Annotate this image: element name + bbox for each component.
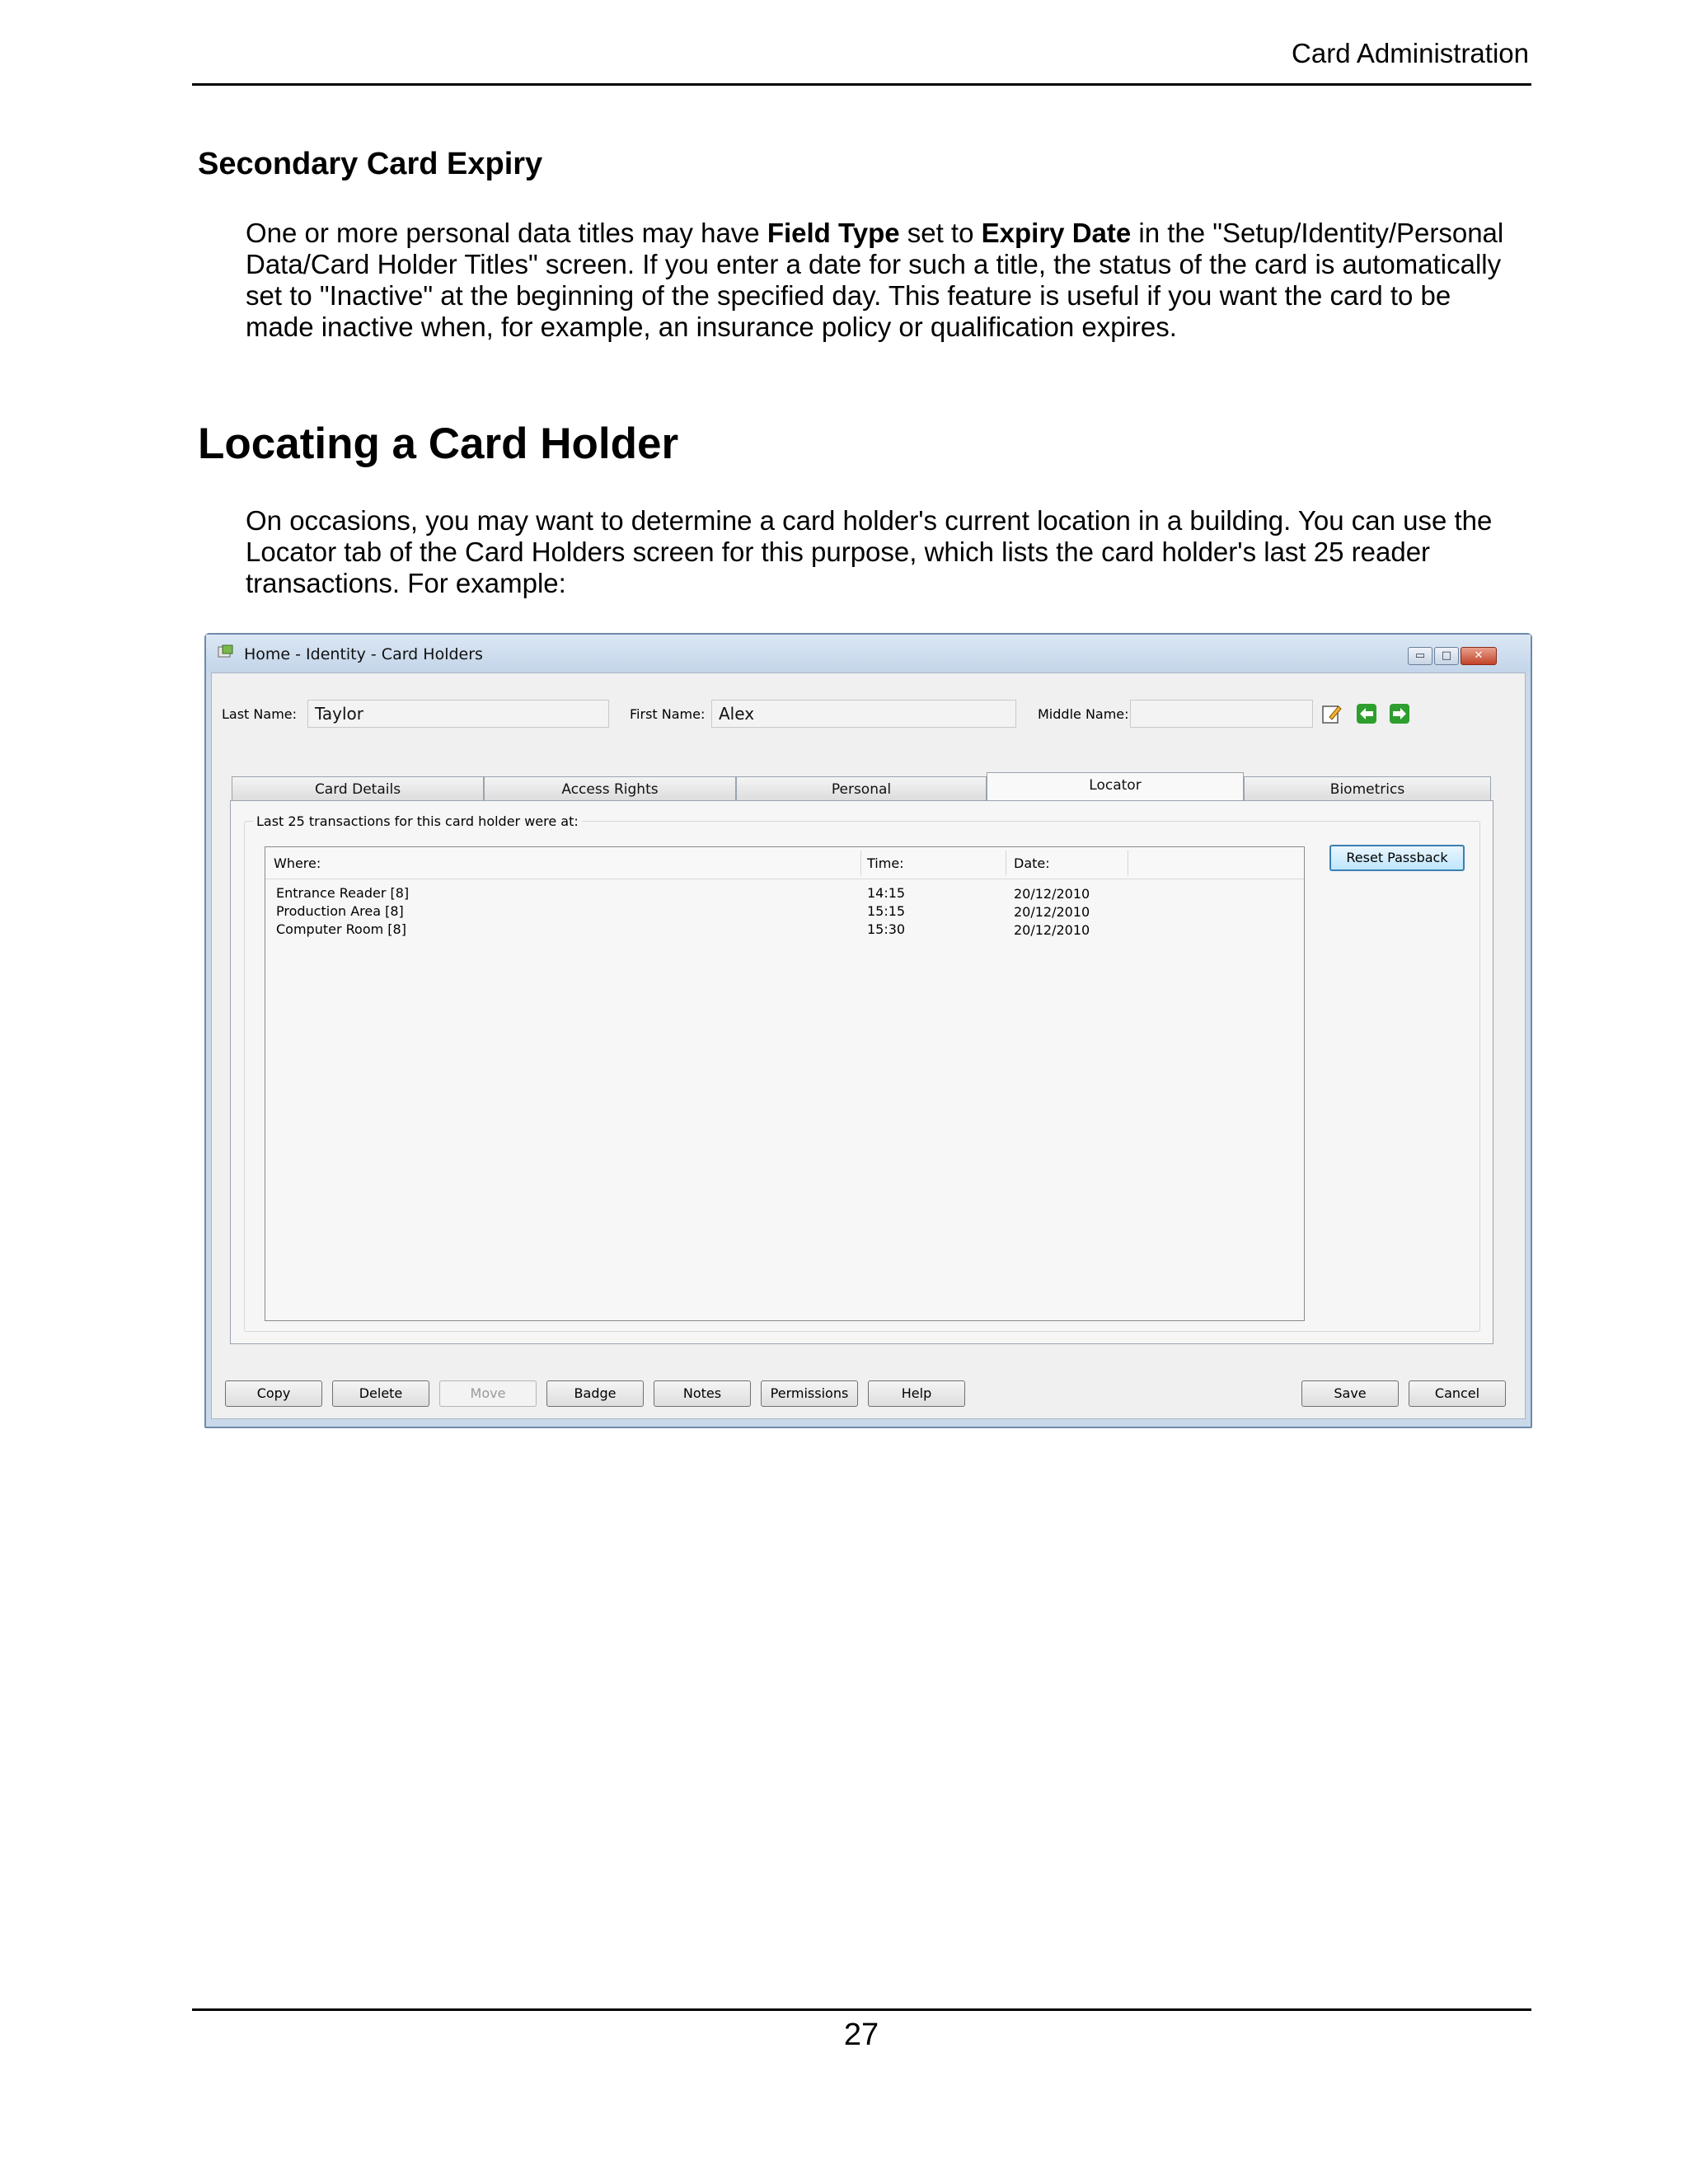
paragraph-line: made inactive when, for example, an insurance policy or qualification expires.	[246, 312, 1177, 342]
close-button[interactable]: ✕	[1461, 647, 1497, 665]
locator-tab-panel	[230, 800, 1493, 1344]
paragraph-line: Locator tab of the Card Holders screen for this purpose, which lists the card holder's last 25 reader	[246, 537, 1431, 567]
delete-button[interactable]: Delete	[332, 1380, 429, 1407]
cell-date: 20/12/2010	[1014, 904, 1090, 920]
paragraph-line: transactions. For example:	[246, 568, 566, 598]
paragraph-line: One or more personal data titles may have Field Type set to Expiry Date in the "Setup/Identity/Personal	[246, 218, 1504, 248]
paragraph-secondary-expiry	[246, 218, 1531, 343]
help-button[interactable]: Help	[868, 1380, 965, 1407]
move-button[interactable]: Move	[439, 1380, 537, 1407]
notes-button[interactable]: Notes	[654, 1380, 751, 1407]
paragraph-line: set to "Inactive" at the beginning of the specified day. This feature is useful if you want the card to be	[246, 280, 1451, 311]
tab-card-details[interactable]: Card Details	[232, 776, 484, 801]
tab-locator[interactable]: Locator	[987, 772, 1244, 802]
cell-where: Computer Room [8]	[276, 921, 406, 937]
cell-date: 20/12/2010	[1014, 922, 1090, 938]
footer-rule	[192, 2008, 1531, 2011]
middle-name-label: Middle Name:	[1038, 706, 1129, 722]
paragraph-line: Data/Card Holder Titles" screen. If you enter a date for such a title, the status of the card is automatically	[246, 249, 1502, 279]
tab-biometrics[interactable]: Biometrics	[1244, 776, 1491, 801]
window-client-area	[211, 673, 1526, 1419]
last-name-label: Last Name:	[222, 706, 298, 722]
table-row[interactable]	[265, 903, 1304, 921]
cell-time: 15:15	[867, 903, 906, 919]
bold-expiry-date: Expiry Date	[981, 218, 1132, 248]
cell-where: Entrance Reader [8]	[276, 885, 410, 901]
maximize-button[interactable]: □	[1434, 647, 1459, 665]
cell-date: 20/12/2010	[1014, 886, 1090, 902]
bold-field-type: Field Type	[767, 218, 900, 248]
last-name-field[interactable]: Taylor	[307, 700, 609, 728]
section-heading-locating: Locating a Card Holder	[198, 419, 679, 468]
table-row[interactable]	[265, 885, 1304, 903]
header-rule	[192, 83, 1531, 86]
forward-arrow-icon[interactable]	[1389, 703, 1410, 724]
first-name-label: First Name:	[630, 706, 706, 722]
column-header-where[interactable]: Where:	[274, 855, 321, 871]
column-separator	[860, 851, 861, 875]
back-arrow-icon[interactable]	[1356, 703, 1377, 724]
running-header: Card Administration	[1292, 38, 1529, 68]
tab-access-rights[interactable]: Access Rights	[484, 776, 736, 801]
transactions-list[interactable]	[265, 846, 1305, 1321]
title-bar[interactable]	[206, 635, 1531, 673]
paragraph-locating	[246, 505, 1531, 599]
cell-where: Production Area [8]	[276, 903, 404, 919]
badge-button[interactable]: Badge	[546, 1380, 644, 1407]
cell-time: 15:30	[867, 921, 906, 937]
copy-button[interactable]: Copy	[225, 1380, 322, 1407]
page-number: 27	[843, 2018, 879, 2052]
first-name-field[interactable]: Alex	[711, 700, 1016, 728]
window-title: Home - Identity - Card Holders	[244, 645, 483, 663]
permissions-button[interactable]: Permissions	[761, 1380, 858, 1407]
paragraph-line: On occasions, you may want to determine a card holder's current location in a building. You can use the	[246, 505, 1493, 536]
app-icon	[218, 644, 234, 659]
reset-passback-button[interactable]: Reset Passback	[1329, 845, 1465, 871]
middle-name-field[interactable]	[1130, 700, 1313, 728]
section-heading-secondary-expiry: Secondary Card Expiry	[198, 147, 543, 181]
edit-icon[interactable]	[1321, 703, 1343, 724]
transactions-group	[244, 813, 1480, 1332]
column-header-date[interactable]: Date:	[1014, 855, 1050, 871]
cancel-button[interactable]: Cancel	[1409, 1380, 1506, 1407]
cell-time: 14:15	[867, 885, 906, 901]
list-header	[265, 847, 1304, 879]
minimize-button[interactable]: ▭	[1408, 647, 1432, 665]
group-label: Last 25 transactions for this card holder were at:	[253, 813, 582, 829]
save-button[interactable]: Save	[1301, 1380, 1399, 1407]
table-row[interactable]	[265, 921, 1304, 940]
tab-personal[interactable]: Personal	[736, 776, 987, 801]
column-header-time[interactable]: Time:	[867, 855, 904, 871]
card-holders-window	[204, 633, 1532, 1428]
